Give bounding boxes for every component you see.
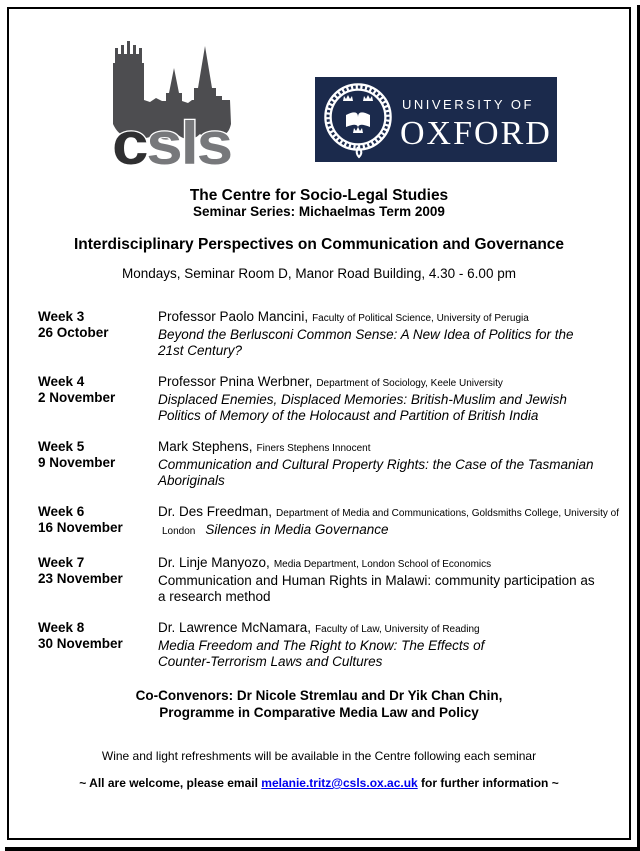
organisation-title: The Centre for Socio-Legal Studies xyxy=(189,187,449,204)
text-line xyxy=(158,638,624,654)
seminar-title: Communication and Cultural Property Rights: the Case of the Tasmanian xyxy=(158,457,594,472)
week-label: Week 7 xyxy=(38,555,85,570)
seminar-title: Displaced Enemies, Displaced Memories: British-Muslim and Jewish xyxy=(158,392,567,407)
speaker-affiliation: Faculty of Law, University of Reading xyxy=(315,624,480,635)
speaker-affiliation: Media Department, London School of Economics xyxy=(273,559,492,570)
entry-details xyxy=(158,620,624,670)
speaker-affiliation: Department of Sociology, Keele University xyxy=(316,378,503,389)
text-line xyxy=(158,654,624,670)
entry-details xyxy=(158,309,624,359)
week-label: Week 3 xyxy=(38,309,85,324)
entry-details xyxy=(158,439,624,489)
text-line xyxy=(158,473,624,489)
speaker-name: Dr. Des Freedman, xyxy=(158,504,273,519)
entry-when xyxy=(38,555,158,605)
week-label: Week 6 xyxy=(38,504,85,519)
seminar-title: Counter-Terrorism Laws and Cultures xyxy=(158,654,383,669)
entry-when xyxy=(38,504,158,540)
flyer-page xyxy=(9,9,629,838)
speaker-affiliation: London xyxy=(162,526,196,537)
seminar-schedule xyxy=(9,309,629,670)
csls-logo xyxy=(110,38,234,170)
date-label: 9 November xyxy=(38,455,116,470)
text-line xyxy=(158,522,624,540)
welcome-line xyxy=(9,776,629,790)
seminar-entry xyxy=(9,439,629,489)
seminar-title: a research method xyxy=(158,589,271,604)
text-line xyxy=(158,555,624,573)
entry-when xyxy=(38,439,158,489)
seminar-title: Beyond the Berlusconi Common Sense: A New Idea of Politics for the xyxy=(158,327,574,342)
series-title: Interdisciplinary Perspectives on Communication and Governance xyxy=(73,236,565,253)
speaker-name: Professor Paolo Mancini, xyxy=(158,309,309,324)
seminar-title: Media Freedom and The Right to Know: The Effects of xyxy=(158,638,485,653)
text-line xyxy=(158,589,624,605)
email-link[interactable]: melanie.tritz@csls.ox.ac.uk xyxy=(261,776,418,790)
oxford-logo xyxy=(315,77,557,162)
entry-details xyxy=(158,504,624,540)
oxford-logo-line2: OXFORD xyxy=(400,115,552,152)
csls-logo-text: csls xyxy=(112,110,224,170)
text-line xyxy=(158,309,624,327)
speaker-affiliation: Finers Stephens Innocent xyxy=(256,443,371,454)
week-label: Week 8 xyxy=(38,620,85,635)
seminar-entry xyxy=(9,309,629,359)
speaker-affiliation: Faculty of Political Science, University of Perugia xyxy=(312,313,529,324)
seminar-entry xyxy=(9,620,629,670)
speaker-affiliation: Department of Media and Communications, Goldsmiths College, University of xyxy=(276,508,619,519)
date-label: 30 November xyxy=(38,636,123,651)
logo-header xyxy=(9,9,629,170)
seminar-entry xyxy=(9,555,629,605)
refreshments-note: Wine and light refreshments will be available in the Centre following each seminar xyxy=(101,749,537,763)
seminar-title: Politics of Memory of the Holocaust and Partition of British India xyxy=(158,408,539,423)
week-label: Week 5 xyxy=(38,439,85,454)
seminar-title: Communication and Human Rights in Malawi: community participation as xyxy=(158,573,595,588)
seminar-title: 21st Century? xyxy=(158,343,243,358)
text-line xyxy=(158,573,624,589)
entry-details xyxy=(158,555,624,605)
text-line xyxy=(158,343,624,359)
date-label: 2 November xyxy=(38,390,116,405)
seminar-title: Silences in Media Governance xyxy=(205,522,389,537)
date-label: 26 October xyxy=(38,325,109,340)
seminar-title: Aboriginals xyxy=(158,473,225,488)
seminar-entry xyxy=(9,374,629,424)
text-line xyxy=(158,457,624,473)
page-shadow-bottom xyxy=(5,847,640,851)
welcome-suffix: for further information ~ xyxy=(417,776,559,790)
venue-line: Mondays, Seminar Room D, Manor Road Building, 4.30 - 6.00 pm xyxy=(122,266,516,281)
text-line xyxy=(158,392,624,408)
speaker-name: Professor Pnina Werbner, xyxy=(158,374,313,389)
speaker-name: Mark Stephens, xyxy=(158,439,253,454)
text-line xyxy=(158,374,624,392)
convenors-line2: Programme in Comparative Media Law and Policy xyxy=(159,705,479,720)
text-line xyxy=(158,620,624,638)
entry-when xyxy=(38,620,158,670)
welcome-prefix: ~ All are welcome, please email xyxy=(79,776,262,790)
date-label: 23 November xyxy=(38,571,123,586)
date-label: 16 November xyxy=(38,520,123,535)
text-line xyxy=(158,408,624,424)
oxford-logo-line1: UNIVERSITY OF xyxy=(402,97,534,112)
entry-when xyxy=(38,374,158,424)
series-subtitle: Seminar Series: Michaelmas Term 2009 xyxy=(193,204,445,219)
entry-when xyxy=(38,309,158,359)
convenors-block xyxy=(9,687,629,721)
week-label: Week 4 xyxy=(38,374,85,389)
text-line xyxy=(158,439,624,457)
text-line xyxy=(158,327,624,343)
text-line xyxy=(158,504,624,522)
speaker-name: Dr. Lawrence McNamara, xyxy=(158,620,312,635)
convenors-line1: Co-Convenors: Dr Nicole Stremlau and Dr Yik Chan Chin, xyxy=(135,688,503,703)
speaker-name: Dr. Linje Manyozo, xyxy=(158,555,270,570)
seminar-entry xyxy=(9,504,629,540)
entry-details xyxy=(158,374,624,424)
